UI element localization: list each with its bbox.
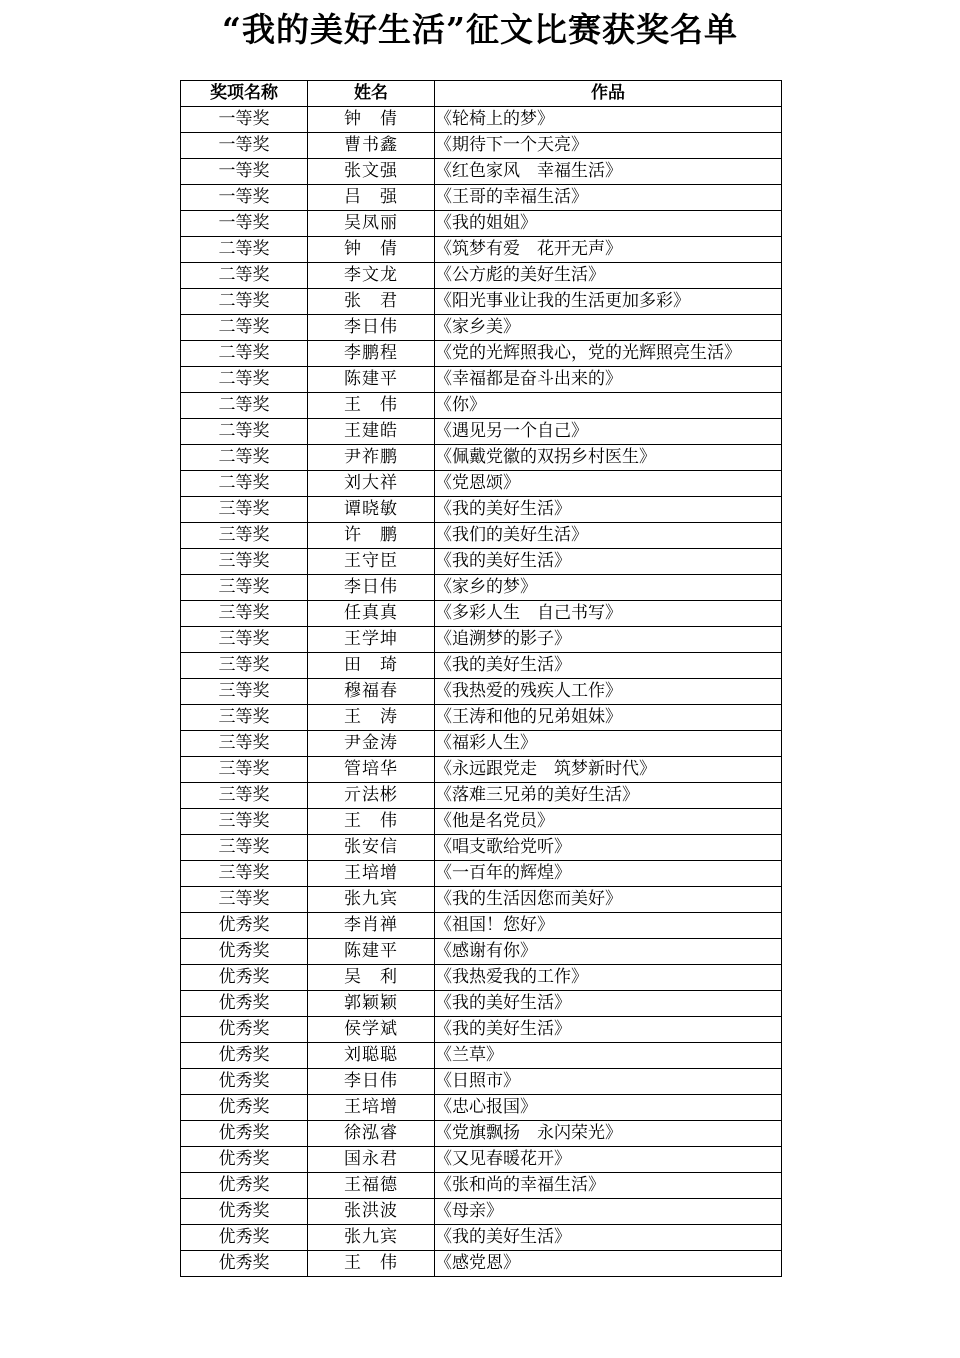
table-row [181,1043,782,1069]
work-cell: 《家乡的梦》 [435,575,782,601]
work-cell: 《筑梦有爱 花开无声》 [435,237,782,263]
award-cell: 三等奖 [181,497,308,523]
award-cell: 三等奖 [181,835,308,861]
award-cell: 优秀奖 [181,1225,308,1251]
table-row [181,159,782,185]
table-header [181,81,782,107]
work-cell: 《王涛和他的兄弟姐妹》 [435,705,782,731]
header-work: 作品 [435,81,782,107]
name-cell: 谭晓敏 [308,497,435,523]
work-cell: 《福彩人生》 [435,731,782,757]
table-row [181,575,782,601]
work-cell: 《遇见另一个自己》 [435,419,782,445]
award-cell: 三等奖 [181,679,308,705]
work-cell: 《佩戴党徽的双拐乡村医生》 [435,445,782,471]
table-row [181,835,782,861]
table-row [181,731,782,757]
name-cell: 李文龙 [308,263,435,289]
name-cell: 陈建平 [308,367,435,393]
award-cell: 三等奖 [181,861,308,887]
name-cell: 王守臣 [308,549,435,575]
table-row [181,653,782,679]
name-cell: 刘大祥 [308,471,435,497]
award-cell: 优秀奖 [181,1199,308,1225]
table-row [181,211,782,237]
table-row [181,991,782,1017]
table-row [181,263,782,289]
work-cell: 《日照市》 [435,1069,782,1095]
table-row [181,367,782,393]
table-row [181,913,782,939]
award-cell: 优秀奖 [181,965,308,991]
name-cell: 尹金涛 [308,731,435,757]
table-row [181,601,782,627]
award-cell: 优秀奖 [181,1017,308,1043]
header-name: 姓名 [308,81,435,107]
award-cell: 优秀奖 [181,1043,308,1069]
table-row [181,471,782,497]
name-cell: 张 君 [308,289,435,315]
award-cell: 三等奖 [181,757,308,783]
work-cell: 《党旗飘扬 永闪荣光》 [435,1121,782,1147]
name-cell: 吴 利 [308,965,435,991]
award-cell: 二等奖 [181,263,308,289]
table-row [181,1017,782,1043]
table-row [181,1173,782,1199]
name-cell: 吕 强 [308,185,435,211]
table-row [181,393,782,419]
page-title: “我的美好生活”征文比赛获奖名单 [222,10,738,49]
award-cell: 优秀奖 [181,991,308,1017]
work-cell: 《落难三兄弟的美好生活》 [435,783,782,809]
table-row [181,237,782,263]
name-cell: 尹祚鹏 [308,445,435,471]
work-cell: 《家乡美》 [435,315,782,341]
work-cell: 《期待下一个天亮》 [435,133,782,159]
work-cell: 《母亲》 [435,1199,782,1225]
table-row [181,185,782,211]
name-cell: 李日伟 [308,575,435,601]
work-cell: 《轮椅上的梦》 [435,107,782,133]
name-cell: 王 伟 [308,1251,435,1277]
name-cell: 王福德 [308,1173,435,1199]
name-cell: 郭颖颖 [308,991,435,1017]
award-cell: 三等奖 [181,549,308,575]
name-cell: 张安信 [308,835,435,861]
work-cell: 《我的美好生活》 [435,1225,782,1251]
name-cell: 李肖禅 [308,913,435,939]
award-cell: 三等奖 [181,575,308,601]
table-row [181,1225,782,1251]
name-cell: 张洪波 [308,1199,435,1225]
work-cell: 《我的美好生活》 [435,549,782,575]
table-row [181,1069,782,1095]
table-row [181,809,782,835]
work-cell: 《幸福都是奋斗出来的》 [435,367,782,393]
name-cell: 陈建平 [308,939,435,965]
work-cell: 《张和尚的幸福生活》 [435,1173,782,1199]
work-cell: 《我热爱的残疾人工作》 [435,679,782,705]
work-cell: 《你》 [435,393,782,419]
name-cell: 王 伟 [308,809,435,835]
award-cell: 一等奖 [181,159,308,185]
name-cell: 张九宾 [308,1225,435,1251]
name-cell: 管培华 [308,757,435,783]
work-cell: 《党的光辉照我心，党的光辉照亮生活》 [435,341,782,367]
work-cell: 《感谢有你》 [435,939,782,965]
award-cell: 三等奖 [181,653,308,679]
table-row [181,1121,782,1147]
table-body [181,107,782,1277]
name-cell: 张九宾 [308,887,435,913]
award-cell: 一等奖 [181,133,308,159]
award-cell: 二等奖 [181,289,308,315]
work-cell: 《兰草》 [435,1043,782,1069]
name-cell: 任真真 [308,601,435,627]
award-cell: 三等奖 [181,887,308,913]
award-cell: 三等奖 [181,783,308,809]
table-row [181,705,782,731]
table-row [181,783,782,809]
table-row [181,939,782,965]
table-row [181,965,782,991]
award-cell: 优秀奖 [181,913,308,939]
work-cell: 《永远跟党走 筑梦新时代》 [435,757,782,783]
work-cell: 《我们的美好生活》 [435,523,782,549]
name-cell: 田 琦 [308,653,435,679]
table-row [181,757,782,783]
work-cell: 《他是名党员》 [435,809,782,835]
award-cell: 优秀奖 [181,1147,308,1173]
award-cell: 一等奖 [181,211,308,237]
name-cell: 穆福春 [308,679,435,705]
award-cell: 二等奖 [181,315,308,341]
award-cell: 三等奖 [181,523,308,549]
table-row [181,289,782,315]
table-row [181,1147,782,1173]
award-cell: 一等奖 [181,185,308,211]
award-cell: 二等奖 [181,367,308,393]
table-row [181,523,782,549]
table-row [181,419,782,445]
work-cell: 《我的美好生活》 [435,991,782,1017]
award-cell: 二等奖 [181,419,308,445]
table-row [181,887,782,913]
name-cell: 张文强 [308,159,435,185]
table-row [181,445,782,471]
header-award: 奖项名称 [181,81,308,107]
award-cell: 优秀奖 [181,1173,308,1199]
work-cell: 《追溯梦的影子》 [435,627,782,653]
work-cell: 《感党恩》 [435,1251,782,1277]
award-cell: 三等奖 [181,731,308,757]
work-cell: 《我的美好生活》 [435,653,782,679]
name-cell: 亓法彬 [308,783,435,809]
name-cell: 王建皓 [308,419,435,445]
table-row [181,1095,782,1121]
award-cell: 一等奖 [181,107,308,133]
name-cell: 侯学斌 [308,1017,435,1043]
work-cell: 《唱支歌给党听》 [435,835,782,861]
name-cell: 钟 倩 [308,107,435,133]
winners-table [180,80,782,1277]
name-cell: 李鹏程 [308,341,435,367]
award-cell: 优秀奖 [181,1095,308,1121]
work-cell: 《一百年的辉煌》 [435,861,782,887]
award-cell: 二等奖 [181,341,308,367]
table-row [181,341,782,367]
table-row [181,315,782,341]
work-cell: 《我的生活因您而美好》 [435,887,782,913]
work-cell: 《忠心报国》 [435,1095,782,1121]
work-cell: 《阳光事业让我的生活更加多彩》 [435,289,782,315]
award-cell: 二等奖 [181,445,308,471]
table-row [181,627,782,653]
table-row [181,1251,782,1277]
table-row [181,107,782,133]
award-cell: 二等奖 [181,393,308,419]
name-cell: 国永君 [308,1147,435,1173]
award-cell: 优秀奖 [181,1251,308,1277]
work-cell: 《红色家风 幸福生活》 [435,159,782,185]
name-cell: 许 鹏 [308,523,435,549]
work-cell: 《公方彪的美好生活》 [435,263,782,289]
name-cell: 李日伟 [308,315,435,341]
award-cell: 优秀奖 [181,939,308,965]
award-cell: 三等奖 [181,627,308,653]
table-row [181,679,782,705]
award-cell: 三等奖 [181,809,308,835]
name-cell: 徐泓睿 [308,1121,435,1147]
award-cell: 三等奖 [181,601,308,627]
award-cell: 优秀奖 [181,1121,308,1147]
work-cell: 《王哥的幸福生活》 [435,185,782,211]
name-cell: 刘聪聪 [308,1043,435,1069]
award-cell: 三等奖 [181,705,308,731]
name-cell: 王培增 [308,861,435,887]
header-row [181,81,782,107]
work-cell: 《我的姐姐》 [435,211,782,237]
name-cell: 王学坤 [308,627,435,653]
table-row [181,497,782,523]
work-cell: 《我的美好生活》 [435,1017,782,1043]
name-cell: 曹书鑫 [308,133,435,159]
table-row [181,1199,782,1225]
work-cell: 《祖国！您好》 [435,913,782,939]
work-cell: 《又见春暖花开》 [435,1147,782,1173]
work-cell: 《我热爱我的工作》 [435,965,782,991]
table-row [181,861,782,887]
name-cell: 李日伟 [308,1069,435,1095]
award-cell: 二等奖 [181,237,308,263]
table-row [181,133,782,159]
work-cell: 《我的美好生活》 [435,497,782,523]
work-cell: 《多彩人生 自己书写》 [435,601,782,627]
name-cell: 钟 倩 [308,237,435,263]
award-cell: 二等奖 [181,471,308,497]
name-cell: 王 伟 [308,393,435,419]
work-cell: 《党恩颂》 [435,471,782,497]
name-cell: 吴凤丽 [308,211,435,237]
name-cell: 王 涛 [308,705,435,731]
name-cell: 王培增 [308,1095,435,1121]
table-row [181,549,782,575]
award-cell: 优秀奖 [181,1069,308,1095]
